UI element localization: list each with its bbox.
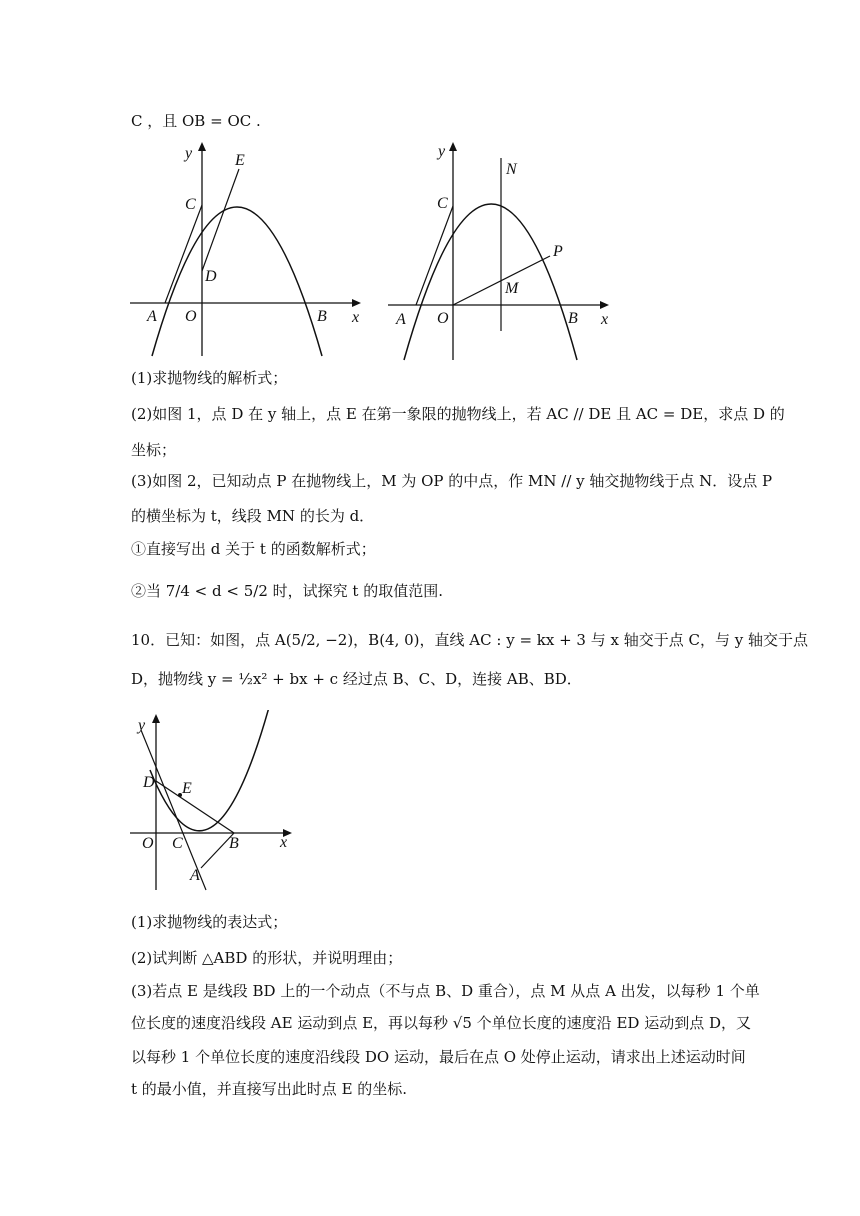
text-line-5: (3)如图 2，已知动点 P 在抛物线上，M 为 OP 的中点，作 MN // y 轴交抛物线于点 N．设点 P [131,472,773,490]
text-line-7: ①直接写出 d 关于 t 的函数解析式； [131,540,376,558]
parabola [404,204,577,360]
text-line-4: 坐标； [131,441,177,459]
figure-1 [125,138,370,363]
label-x: x [352,309,360,326]
label-d: D [143,774,155,791]
label-y: y [438,143,446,160]
x-axis-arrow [352,299,361,307]
label-c: C [185,196,196,213]
text-line-12: (2)试判断 △ABD 的形状，并说明理由； [131,949,403,967]
label-p: P [553,243,563,260]
text-line-8: ②当 7/4 < d < 5/2 时，试探究 t 的取值范围. [131,582,443,600]
text-line-16: t 的最小值，并直接写出此时点 E 的坐标. [131,1080,408,1098]
label-o: O [437,310,449,327]
parabola [150,710,271,831]
segment-ac [165,205,202,303]
label-e: E [235,152,245,169]
y-axis-arrow [198,142,206,151]
figure-3 [128,710,303,895]
label-m: M [505,280,519,297]
text-line-1: C ，且 OB = OC . [131,112,261,130]
text-line-15: 以每秒 1 个单位长度的速度沿线段 DO 运动，最后在点 O 处停止运动，请求出上述运动时间 [131,1048,746,1066]
label-n: N [506,161,517,178]
text-line-13: (3)若点 E 是线段 BD 上的一个动点（不与点 B、D 重合），点 M 从点 A 出发，以每秒 1 个单 [131,982,760,1000]
label-d: D [205,268,217,285]
text-line-10: D，抛物线 y = ½x² + bx + c 经过点 B、C、D，连接 AB、BD． [131,670,582,688]
label-b: B [317,308,327,325]
segment-ac [416,206,453,305]
label-c: C [172,835,183,852]
text-line-3: (2)如图 1，点 D 在 y 轴上，点 E 在第一象限的抛物线上，若 AC // DE 且 AC = DE，求点 D 的 [131,405,785,423]
segment-de [202,169,239,271]
label-a: A [190,867,200,884]
label-b: B [229,835,239,852]
text-line-6: 的横坐标为 t，线段 MN 的长为 d． [131,507,375,525]
parabola [152,207,322,356]
label-y: y [185,145,193,162]
figure-2 [383,138,618,363]
y-axis-arrow [152,714,160,723]
text-line-11: (1)求抛物线的表达式； [131,913,288,931]
text-line-2: (1)求抛物线的解析式； [131,369,288,387]
text-line-14: 位长度的速度沿线段 AE 运动到点 E，再以每秒 √5 个单位长度的速度沿 ED 运动到点 D，又 [131,1014,751,1032]
label-y: y [138,717,146,734]
y-axis-arrow [449,142,457,151]
label-x: x [601,311,609,328]
label-x: x [280,834,288,851]
line-ac [141,730,206,890]
label-c: C [437,195,448,212]
label-o: O [142,835,154,852]
label-b: B [568,310,578,327]
label-e: E [182,780,192,797]
label-a: A [147,308,157,325]
x-axis-arrow [600,301,609,309]
label-o: O [185,308,197,325]
text-line-9: 10．已知：如图，点 A(5/2, −2)，B(4, 0)，直线 AC : y = kx + 3 与 x 轴交于点 C，与 y 轴交于点 [131,631,808,649]
label-a: A [396,311,406,328]
